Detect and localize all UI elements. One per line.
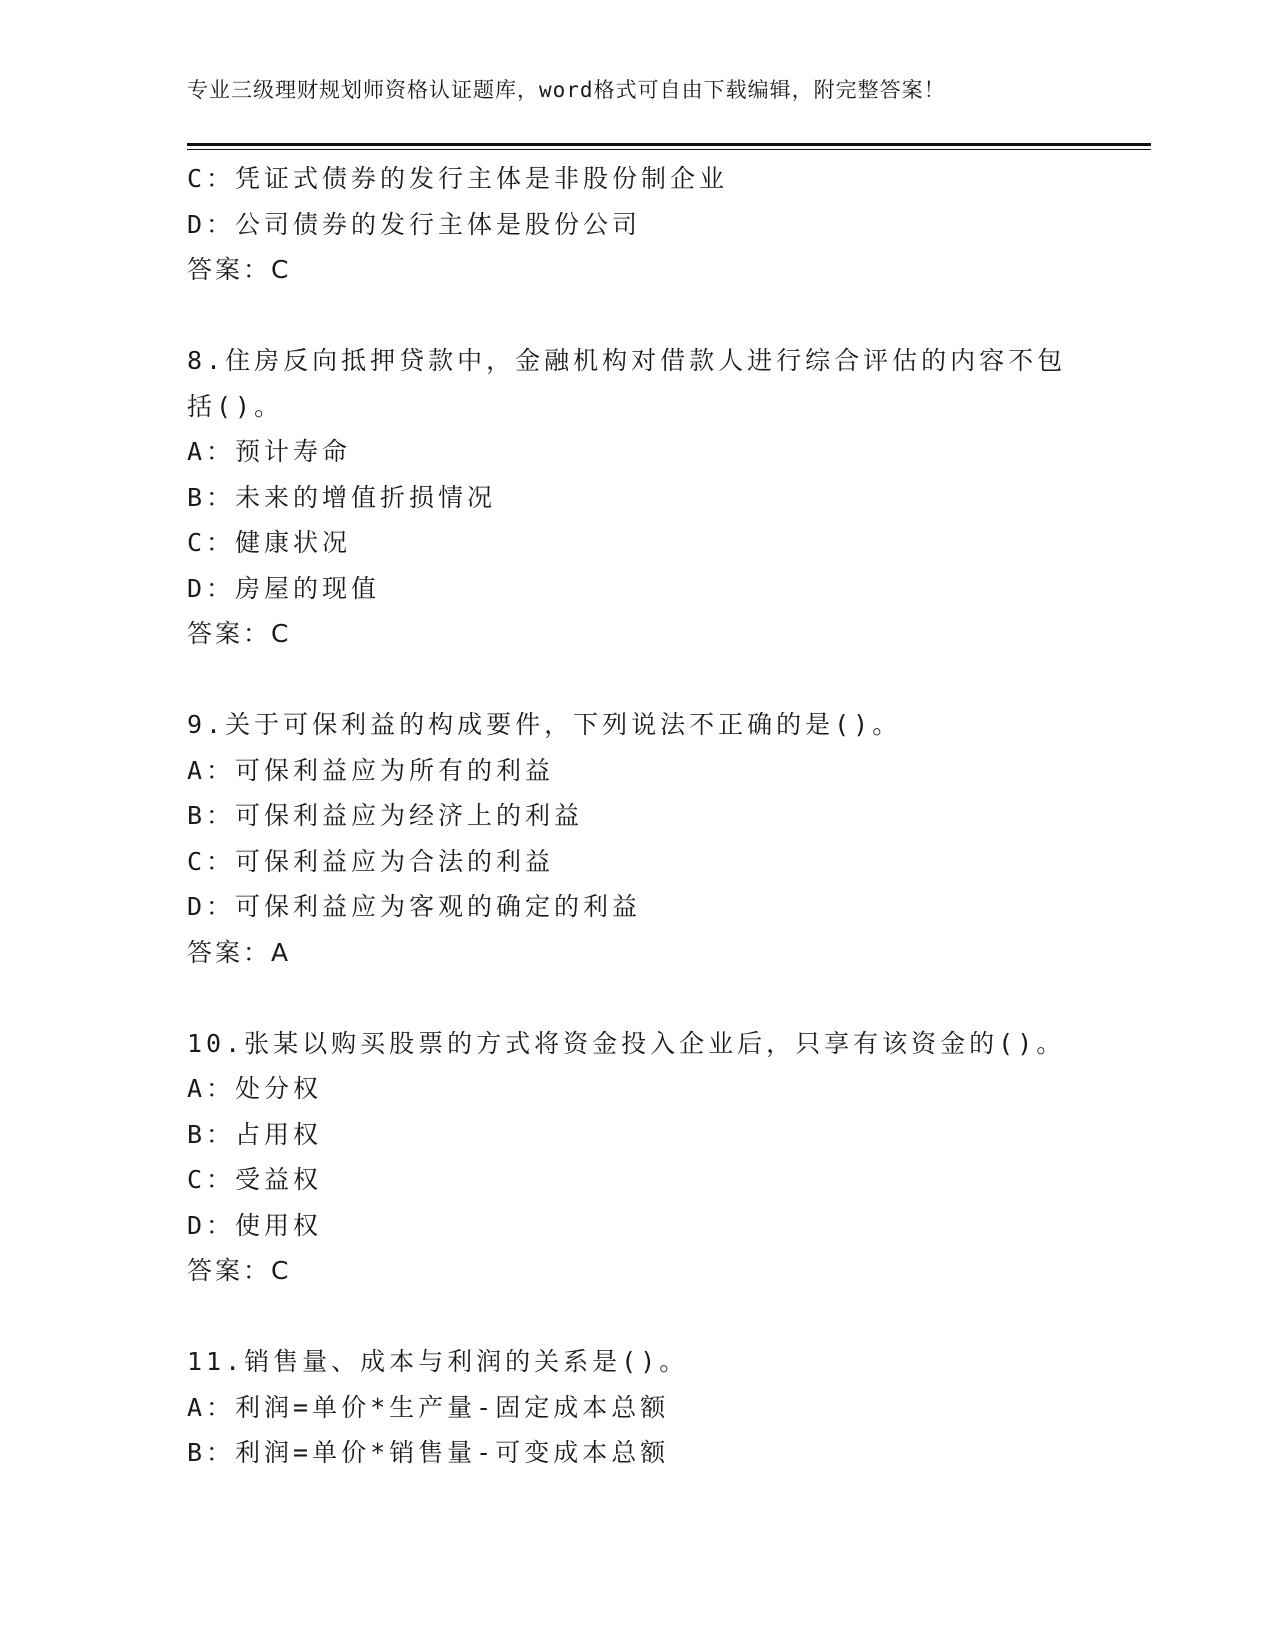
carryover-block xyxy=(187,156,1127,293)
option-b: B：利润=单价*销售量-可变成本总额 xyxy=(187,1438,670,1467)
spacer xyxy=(187,657,1127,703)
option-d: D：可保利益应为客观的确定的利益 xyxy=(187,892,642,921)
question-10 xyxy=(187,1021,1127,1294)
answer-line: 答案：A xyxy=(187,937,292,967)
question-8 xyxy=(187,338,1127,657)
header-rule-thick xyxy=(187,143,1151,146)
question-stem-continued: 括()。 xyxy=(187,391,284,421)
option-a: A：预计寿命 xyxy=(187,437,352,466)
question-9 xyxy=(187,702,1127,975)
option-d: D：公司债券的发行主体是股份公司 xyxy=(187,209,642,239)
answer-line: 答案：C xyxy=(187,1256,292,1285)
option-d: D：使用权 xyxy=(187,1210,323,1240)
option-b: B：可保利益应为经济上的利益 xyxy=(187,801,584,830)
question-stem: 10.张某以购买股票的方式将资金投入企业后，只享有该资金的()。 xyxy=(187,1028,1066,1058)
question-stem: 11.销售量、成本与利润的关系是()。 xyxy=(187,1347,689,1376)
question-11 xyxy=(187,1339,1127,1476)
header-rule-thin xyxy=(187,149,1151,150)
question-stem: 8.住房反向抵押贷款中，金融机构对借款人进行综合评估的内容不包 xyxy=(187,346,1067,375)
option-c: C：受益权 xyxy=(187,1165,323,1194)
page-header: 专业三级理财规划师资格认证题库，word格式可自由下载编辑，附完整答案！ xyxy=(187,78,946,102)
option-a: A：处分权 xyxy=(187,1074,323,1103)
option-a: A：可保利益应为所有的利益 xyxy=(187,755,555,785)
option-b: B：未来的增值折损情况 xyxy=(187,482,497,512)
option-b: B：占用权 xyxy=(187,1119,323,1149)
option-a: A：利润=单价*生产量-固定成本总额 xyxy=(187,1392,670,1422)
spacer xyxy=(187,975,1127,1021)
option-d: D：房屋的现值 xyxy=(187,573,381,603)
answer-line: 答案：C xyxy=(187,255,292,284)
spacer xyxy=(187,293,1127,339)
option-c: C：可保利益应为合法的利益 xyxy=(187,846,555,876)
option-c: C：健康状况 xyxy=(187,528,352,557)
question-content xyxy=(187,156,1127,1476)
answer-line: 答案：C xyxy=(187,619,292,648)
spacer xyxy=(187,1294,1127,1340)
question-stem: 9.关于可保利益的构成要件，下列说法不正确的是()。 xyxy=(187,710,902,739)
option-c: C：凭证式债券的发行主体是非股份制企业 xyxy=(187,164,729,193)
